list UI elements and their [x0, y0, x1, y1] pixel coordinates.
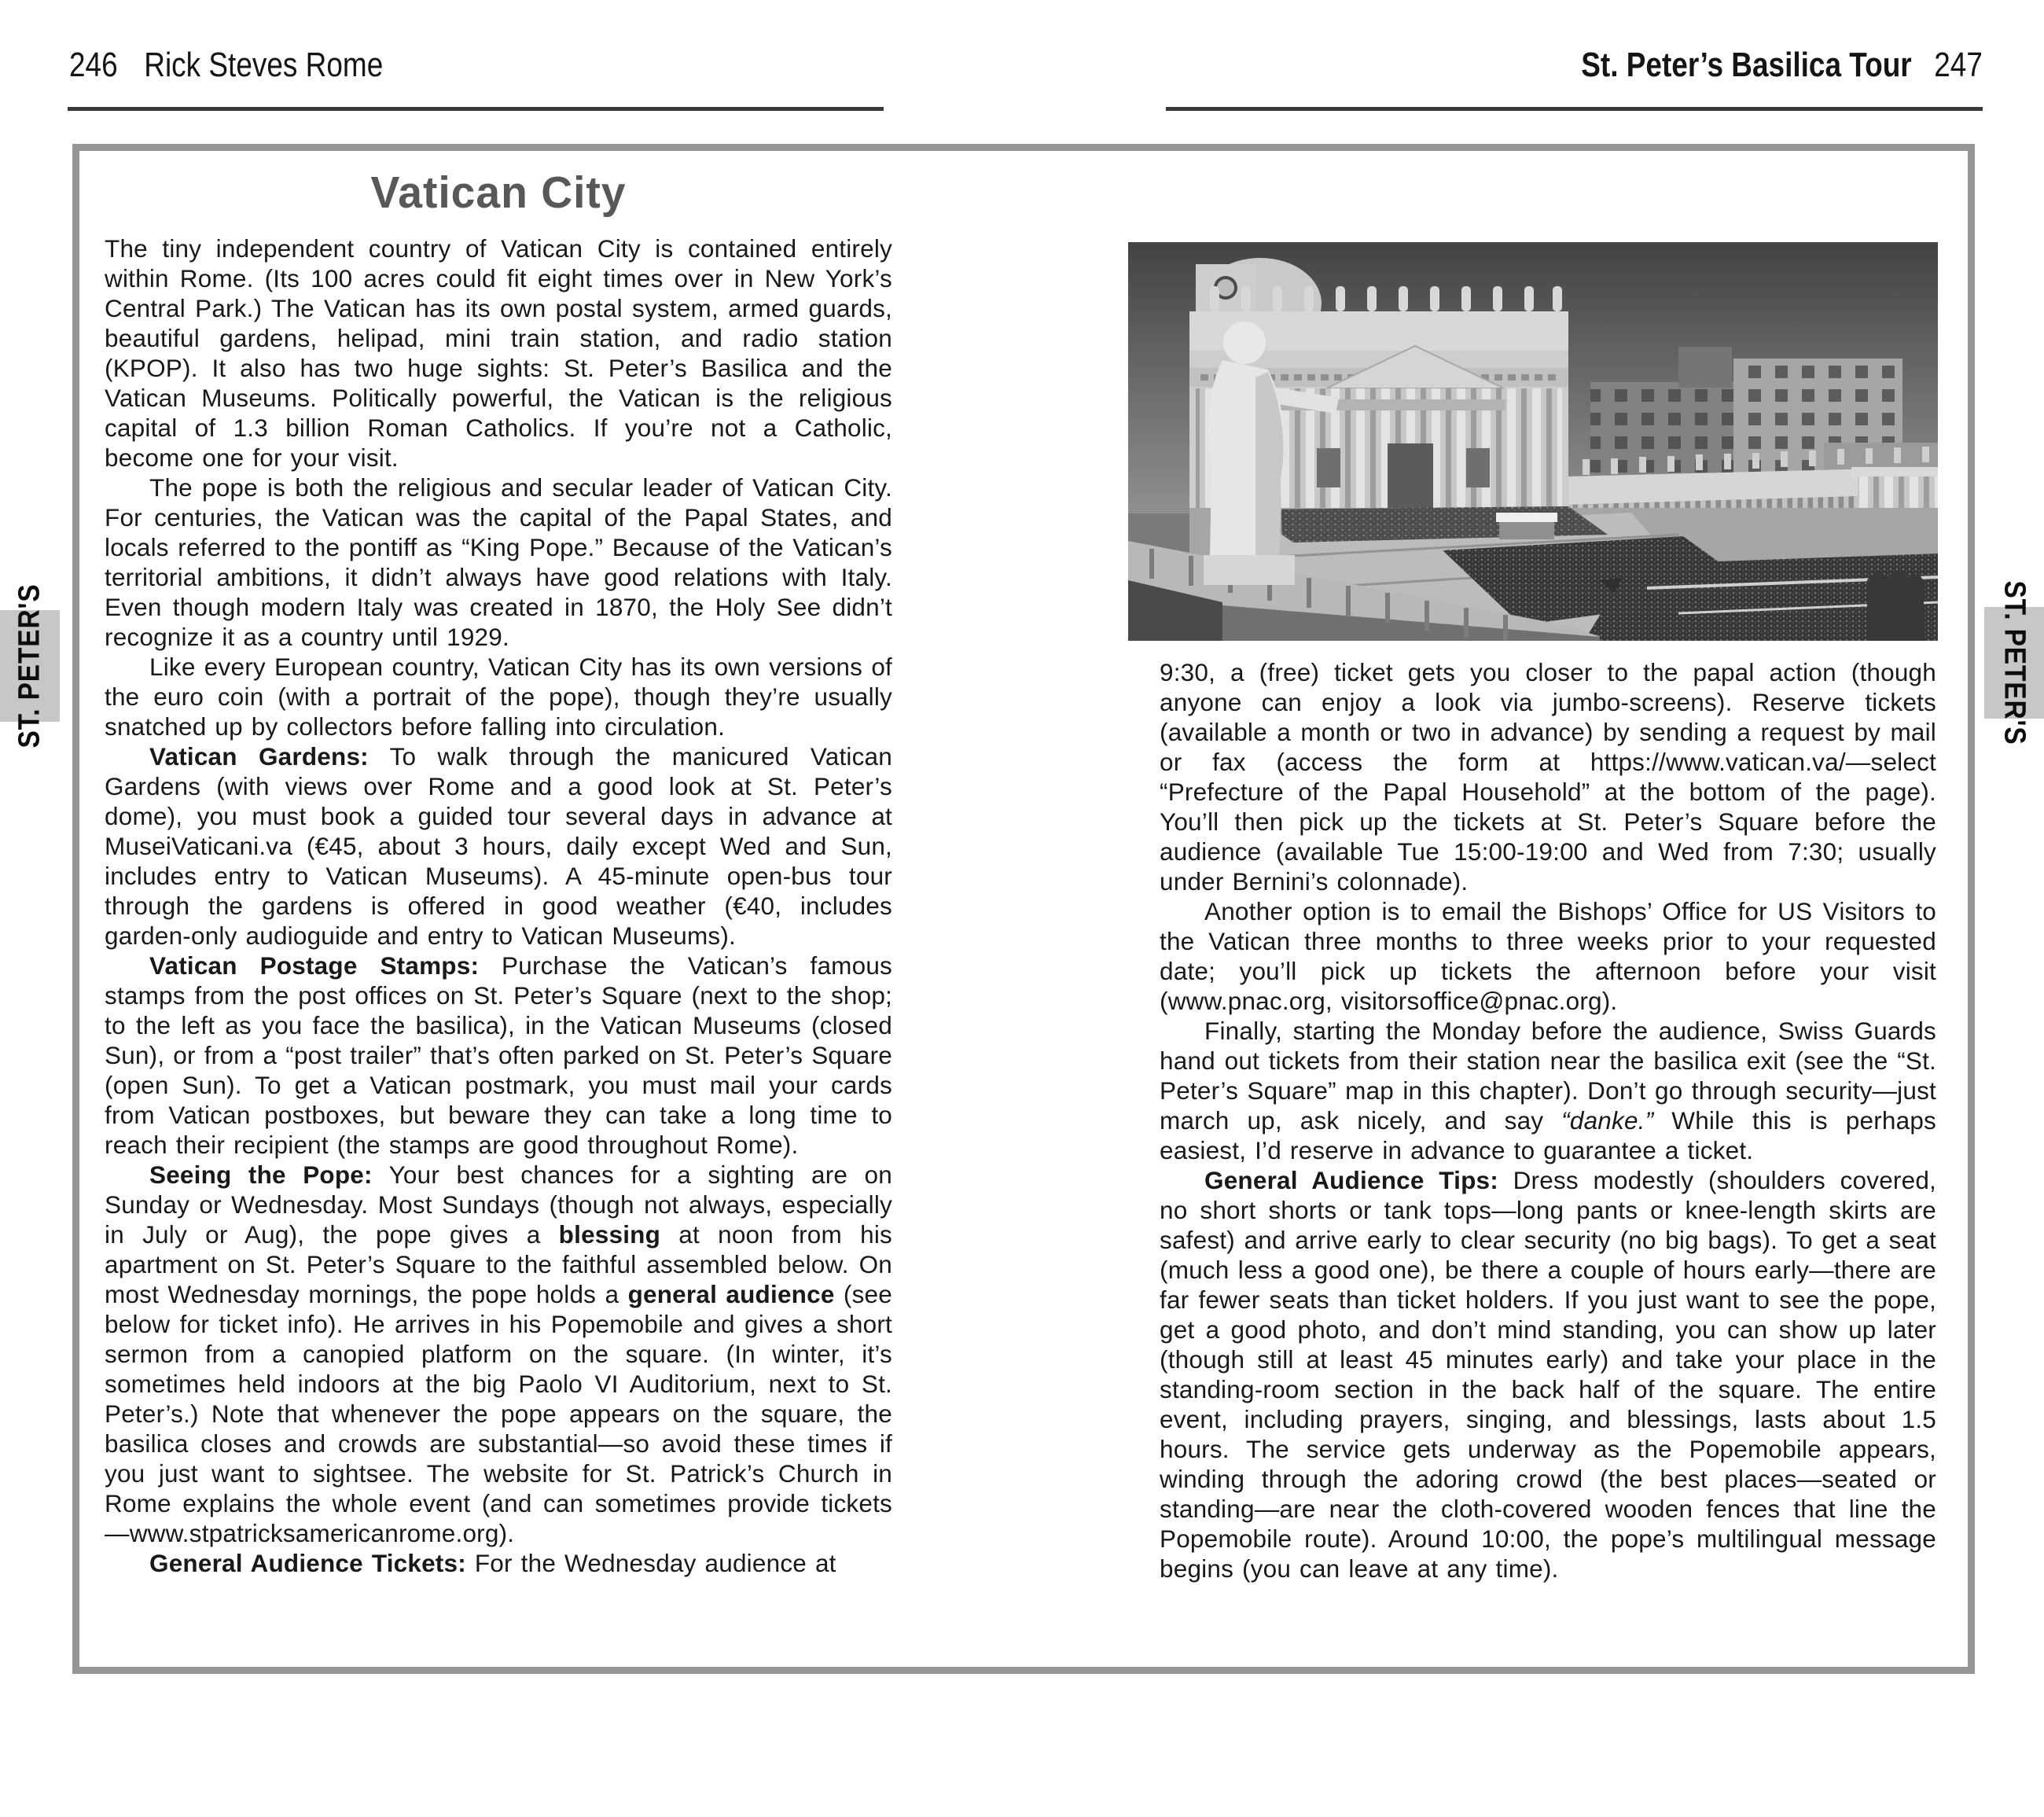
body-text: 9:30, a (free) ticket gets you closer to the papal action (though anyone can enjoy a look via jumbo-screens). Reserve tickets (available a month or two in advance) by sending a request by mail or fax (access the form at https://www.vatican.va/—select “Prefecture of the Papal Household” at the bottom of the page). You’ll then pick up the tickets at St. Peter’s Square before the audience (available Tue 15:00-19:00 and Wed from 7:30; usually under Bernini’s colonnade). — [1160, 658, 1936, 896]
body-text: at noon from his apartment on St. Peter’s Square to the faithful assembled below. On most Wednesday mornings, the pope holds a — [105, 1220, 892, 1308]
body-text: For the Wednesday audience at — [465, 1549, 836, 1577]
paragraph — [105, 1548, 892, 1578]
st-peters-square-photo-art — [1128, 242, 1938, 641]
chapter-title: St. Peter’s Basilica Tour — [1581, 46, 1912, 84]
paragraph — [105, 741, 892, 951]
bold-lead-in: blessing — [558, 1220, 661, 1249]
section-tab-left — [0, 583, 60, 749]
body-text: Like every European country, Vatican City has its own versions of the euro coin (with a portrait of the pope), though they’re usually snatched up by collectors before falling into circulation. — [105, 653, 892, 741]
book-title: Rick Steves Rome — [144, 46, 384, 84]
paragraph — [1160, 1016, 1936, 1165]
body-text: (see below for ticket info). He arrives in his Popemobile and gives a short sermon from a canopied platform on the square. (In winter, it’s sometimes held indoors at the big Paolo VI Auditorium, next to St. Peter’s.) Note that whenever the pope appears on the square, the basilica closes and crowds are substantial—so avoid these times if you just want to sightsee. The website for St. Patrick’s Church in Rome explains the whole event (and can sometimes provide tickets—www.stpatricksamericanrome.org). — [105, 1280, 892, 1547]
page-number-left: 246 — [69, 46, 118, 84]
running-head-left — [69, 46, 383, 85]
paragraph — [105, 1160, 892, 1548]
body-text: The tiny independent country of Vatican City is contained entirely within Rome. (Its 100 acres could fit eight times over in New York’s Central Park.) The Vatican has its own postal system, armed guards, beautiful gardens, helipad, mini train station, and radio station (KPOP). It also has two huge sights: St. Peter’s Basilica and the Vatican Museums. Politically powerful, the Vatican is the religious capital of 1.3 billion Roman Catholics. If you’re not a Catholic, become one for your visit. — [105, 234, 892, 472]
body-text: Another option is to email the Bishops’ Office for US Visitors to the Vatican three months to three weeks prior to your requested date; you’ll pick up tickets the afternoon before your visit (www.pnac.org, visitorsoffice@pnac.org). — [1160, 897, 1936, 1015]
left-text-column — [105, 234, 892, 1578]
bold-lead-in: General Audience Tips: — [1204, 1166, 1498, 1194]
body-text: The pope is both the religious and secular leader of Vatican City. For centuries, the Vatican was the capital of the Papal States, and locals referred to the pontiff as “King Pope.” Because of the Vatican’s territorial ambitions, it didn’t always have good relations with Italy. Even though modern Italy was created in 1870, the Holy See didn’t recognize it as a country until 1929. — [105, 473, 892, 651]
section-tab-label: ST. PETER'S — [1998, 580, 2031, 745]
page-number-right: 247 — [1934, 46, 1983, 84]
paragraph — [105, 234, 892, 473]
italic-text: “danke.” — [1561, 1106, 1654, 1135]
body-text: Finally, starting the Monday before the audience, Swiss Guards hand out tickets from their station near the basilica exit (see the “St. Peter’s Square” map in this chapter). Don’t go through security—just march up, ask nicely, and say — [1160, 1017, 1936, 1135]
paragraph — [1160, 1165, 1936, 1583]
running-head-right — [1581, 46, 1983, 85]
header-rule-left — [68, 107, 884, 111]
st-peters-square-photo — [1128, 242, 1938, 641]
body-text: While this is perhaps easiest, I’d reserve in advance to guarantee a ticket. — [1160, 1106, 1936, 1164]
bold-lead-in: Seeing the Pope: — [149, 1160, 373, 1189]
section-tab-label: ST. PETER'S — [13, 583, 46, 749]
paragraph — [105, 951, 892, 1160]
paragraph — [1160, 896, 1936, 1016]
bold-lead-in: Vatican Postage Stamps: — [149, 951, 480, 980]
body-text: To walk through the manicured Vatican Gardens (with views over Rome and a good look at St. Peter’s dome), you must book a guided tour several days in advance at MuseiVaticani.va (€45, about 3 hours, daily except Wed and Sun, includes entry to Vatican Museums). A 45-minute open-bus tour through the gardens is offered in good weather (€40, includes garden-only audioguide and entry to Vatican Museums). — [105, 742, 892, 950]
paragraph — [1160, 657, 1936, 896]
body-text: Purchase the Vatican’s famous stamps from the post offices on St. Peter’s Square (next to the shop; to the left as you face the basilica), in the Vatican Museums (closed Sun), or from a “post trailer” that’s often parked on St. Peter’s Square (open Sun). To get a Vatican postmark, you must mail your cards from Vatican postboxes, but beware they can take a long time to reach their recipient (the stamps are good throughout Rome). — [105, 951, 893, 1159]
body-text: Dress modestly (shoulders covered, no short shorts or tank tops—long pants or knee-length skirts are safest) and arrive early to clear security (no big bags). To get a seat (much less a good one), be there a couple of hours early—there are far fewer seats than ticket holders. If you just want to see the pope, get a good photo, and don’t mind standing, you can show up later (though still at least 45 minutes early) and take your place in the standing-room section in the back half of the square. The entire event, including prayers, singing, and blessings, lasts about 1.5 hours. The service gets underway as the Popemobile appears, winding through the adoring crowd (the best places—seated or standing—are near the cloth-covered wooden fences that line the Popemobile route). Around 10:00, the pope’s multilingual message begins (you can leave at any time). — [1160, 1166, 1937, 1583]
header-rule-right — [1166, 107, 1983, 111]
right-text-column — [1160, 657, 1936, 1583]
body-text: Your best chances for a sighting are on Sunday or Wednesday. Most Sundays (though not always, especially in July or Aug), the pope gives a — [105, 1160, 892, 1249]
bold-lead-in: Vatican Gardens: — [149, 742, 369, 771]
bold-lead-in: general audience — [627, 1280, 835, 1308]
section-title: Vatican City — [370, 167, 627, 218]
paragraph — [105, 473, 892, 652]
section-tab-right — [1984, 580, 2044, 745]
paragraph — [105, 652, 892, 741]
bold-lead-in: General Audience Tickets: — [149, 1549, 466, 1577]
